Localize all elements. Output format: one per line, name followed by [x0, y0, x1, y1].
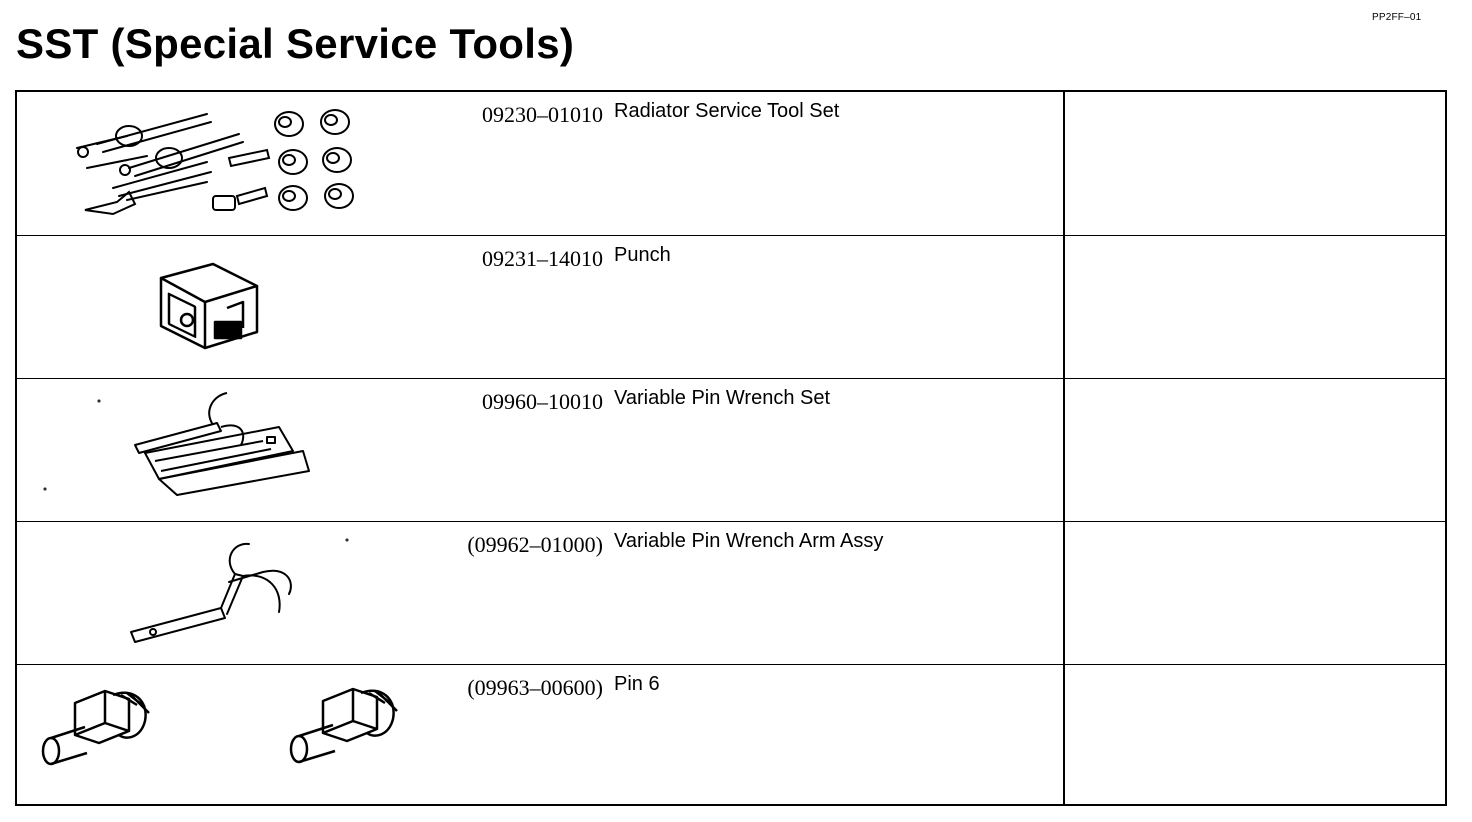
table-row	[17, 378, 1445, 522]
pin-6-illustration	[17, 665, 427, 807]
tool-name: Radiator Service Tool Set	[614, 100, 840, 122]
page-title: SST (Special Service Tools)	[16, 20, 575, 67]
part-number: 09230–01010	[482, 102, 603, 127]
sst-table	[15, 90, 1447, 806]
tool-name: Variable Pin Wrench Arm Assy	[614, 530, 884, 552]
variable-pin-wrench-arm-illustration	[17, 522, 427, 664]
part-number: 09960–10010	[482, 389, 603, 414]
table-row	[17, 521, 1445, 665]
tool-name: Variable Pin Wrench Set	[614, 387, 831, 409]
variable-pin-wrench-set-illustration	[17, 379, 427, 521]
punch-illustration	[17, 236, 427, 378]
table-row	[17, 92, 1445, 235]
table-row	[17, 235, 1445, 379]
part-number: (09963–00600)	[467, 675, 603, 700]
tool-name: Pin 6	[614, 673, 660, 695]
part-number: (09962–01000)	[467, 532, 603, 557]
document-id: PP2FF–01	[1372, 12, 1422, 23]
radiator-tool-set-illustration	[17, 92, 427, 234]
table-row	[17, 664, 1445, 808]
tool-name: Punch	[614, 244, 671, 266]
part-number: 09231–14010	[482, 246, 603, 271]
